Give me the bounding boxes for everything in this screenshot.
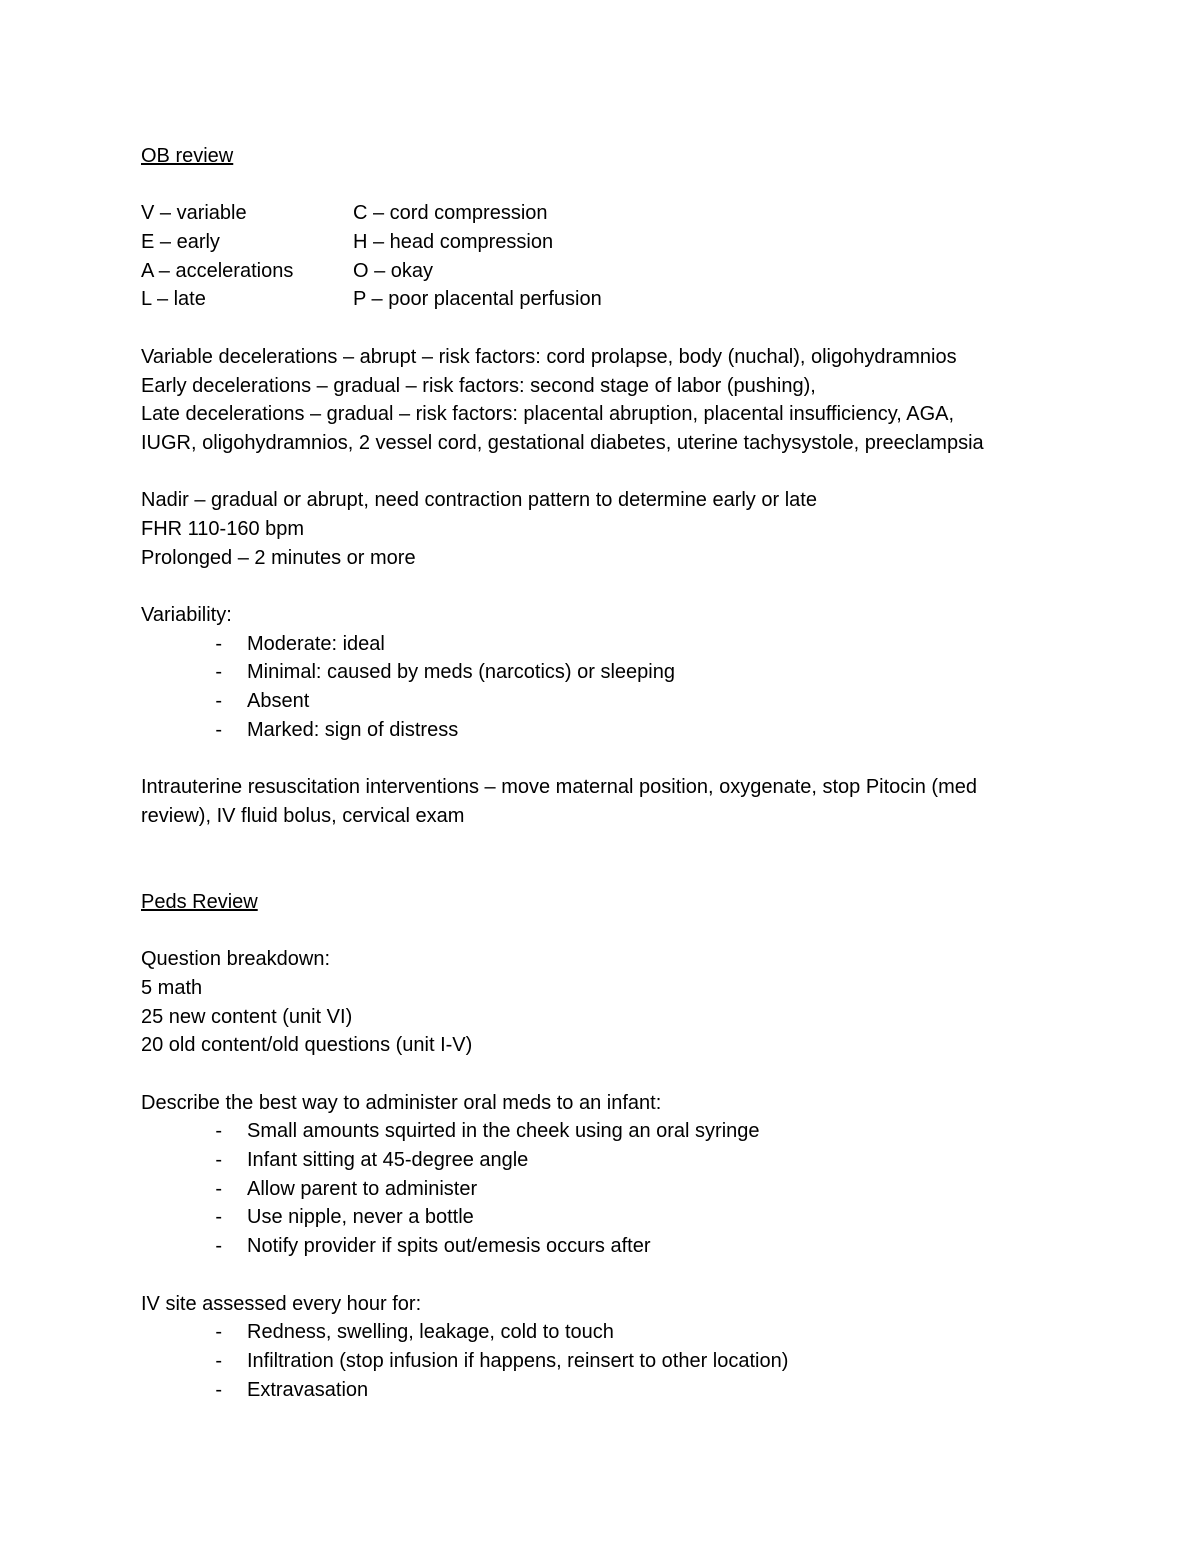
spacer [141, 744, 1071, 773]
deceleration-line: Early decelerations – gradual – risk factors: second stage of labor (pushing), [141, 374, 816, 397]
mnemonic-left: L – late [141, 288, 206, 311]
list-item-text: Small amounts squirted in the cheek using an oral syringe [247, 1120, 760, 1143]
list-item-text: Allow parent to administer [247, 1177, 478, 1200]
deceleration-line: IUGR, oligohydramnios, 2 vessel cord, gestational diabetes, uterine tachysystole, preeclampsia [141, 431, 984, 454]
fact-line: FHR 110-160 bpm [141, 517, 305, 540]
ob-review-heading: OB review [141, 145, 234, 167]
mnemonic-left: E – early [141, 231, 220, 254]
spacer [141, 917, 1071, 946]
mnemonic-row [141, 257, 1071, 286]
fact-line: Prolonged – 2 minutes or more [141, 546, 416, 569]
list-item-text: Infiltration (stop infusion if happens, reinsert to other location) [247, 1349, 789, 1372]
list-item [141, 1203, 1071, 1232]
iv-site-heading: IV site assessed every hour for: [141, 1292, 422, 1315]
breakdown-line: 20 old content/old questions (unit I-V) [141, 1034, 473, 1057]
list-item [141, 658, 1071, 687]
breakdown-line: 5 math [141, 976, 203, 999]
document-content [141, 142, 1071, 1404]
bullet-dash: - [215, 1149, 222, 1172]
mnemonic-right: O – okay [353, 259, 434, 282]
mnemonic-left: V – variable [141, 202, 247, 225]
interventions-line: review), IV fluid bolus, cervical exam [141, 804, 465, 827]
list-item-text: Use nipple, never a bottle [247, 1206, 474, 1229]
list-item [141, 630, 1071, 659]
list-item [141, 1232, 1071, 1261]
spacer [141, 314, 1071, 343]
list-item-text: Marked: sign of distress [247, 718, 459, 741]
spacer [141, 171, 1071, 200]
bullet-dash: - [215, 632, 222, 655]
list-item [141, 1146, 1071, 1175]
interventions-line: Intrauterine resuscitation interventions – move maternal position, oxygenate, stop Pitocin (med [141, 776, 977, 799]
mnemonic-right: C – cord compression [353, 202, 548, 225]
bullet-dash: - [215, 1120, 222, 1143]
bullet-dash: - [215, 1235, 222, 1258]
list-item-text: Extravasation [247, 1378, 369, 1401]
list-item [141, 1347, 1071, 1376]
bullet-dash: - [215, 718, 222, 741]
spacer [141, 458, 1071, 487]
deceleration-line: Variable decelerations – abrupt – risk factors: cord prolapse, body (nuchal), oligohydramnios [141, 345, 957, 368]
breakdown-heading: Question breakdown: [141, 948, 331, 971]
mnemonic-row [141, 285, 1071, 314]
list-item-text: Minimal: caused by meds (narcotics) or sleeping [247, 661, 675, 684]
mnemonic-row [141, 228, 1071, 257]
peds-review-heading: Peds Review [141, 890, 258, 913]
spacer [141, 1060, 1071, 1089]
mnemonic-right: P – poor placental perfusion [353, 288, 602, 311]
bullet-dash: - [215, 1206, 222, 1229]
variability-heading: Variability: [141, 604, 232, 626]
spacer [141, 1261, 1071, 1290]
bullet-dash: - [215, 1349, 222, 1372]
breakdown-line: 25 new content (unit VI) [141, 1005, 353, 1028]
bullet-dash: - [215, 1378, 222, 1401]
mnemonic-row [141, 199, 1071, 228]
list-item-text: Absent [247, 690, 310, 713]
list-item [141, 1117, 1071, 1146]
list-item-text: Moderate: ideal [247, 632, 385, 655]
fact-line: Nadir – gradual or abrupt, need contraction pattern to determine early or late [141, 489, 817, 512]
list-item-text: Notify provider if spits out/emesis occurs after [247, 1235, 651, 1258]
deceleration-line: Late decelerations – gradual – risk factors: placental abruption, placental insufficiency, AGA, [141, 403, 955, 426]
mnemonic-left: A – accelerations [141, 259, 294, 282]
oral-meds-heading: Describe the best way to administer oral meds to an infant: [141, 1091, 662, 1114]
spacer [141, 831, 1071, 860]
bullet-dash: - [215, 1177, 222, 1200]
list-item-text: Redness, swelling, leakage, cold to touch [247, 1321, 614, 1344]
spacer [141, 572, 1071, 601]
bullet-dash: - [215, 661, 222, 684]
bullet-dash: - [215, 1321, 222, 1344]
mnemonic-right: H – head compression [353, 231, 554, 254]
list-item [141, 1318, 1071, 1347]
list-item [141, 716, 1071, 745]
list-item-text: Infant sitting at 45-degree angle [247, 1149, 529, 1172]
bullet-dash: - [215, 690, 222, 713]
list-item [141, 1175, 1071, 1204]
spacer [141, 859, 1071, 888]
list-item [141, 1376, 1071, 1405]
list-item [141, 687, 1071, 716]
